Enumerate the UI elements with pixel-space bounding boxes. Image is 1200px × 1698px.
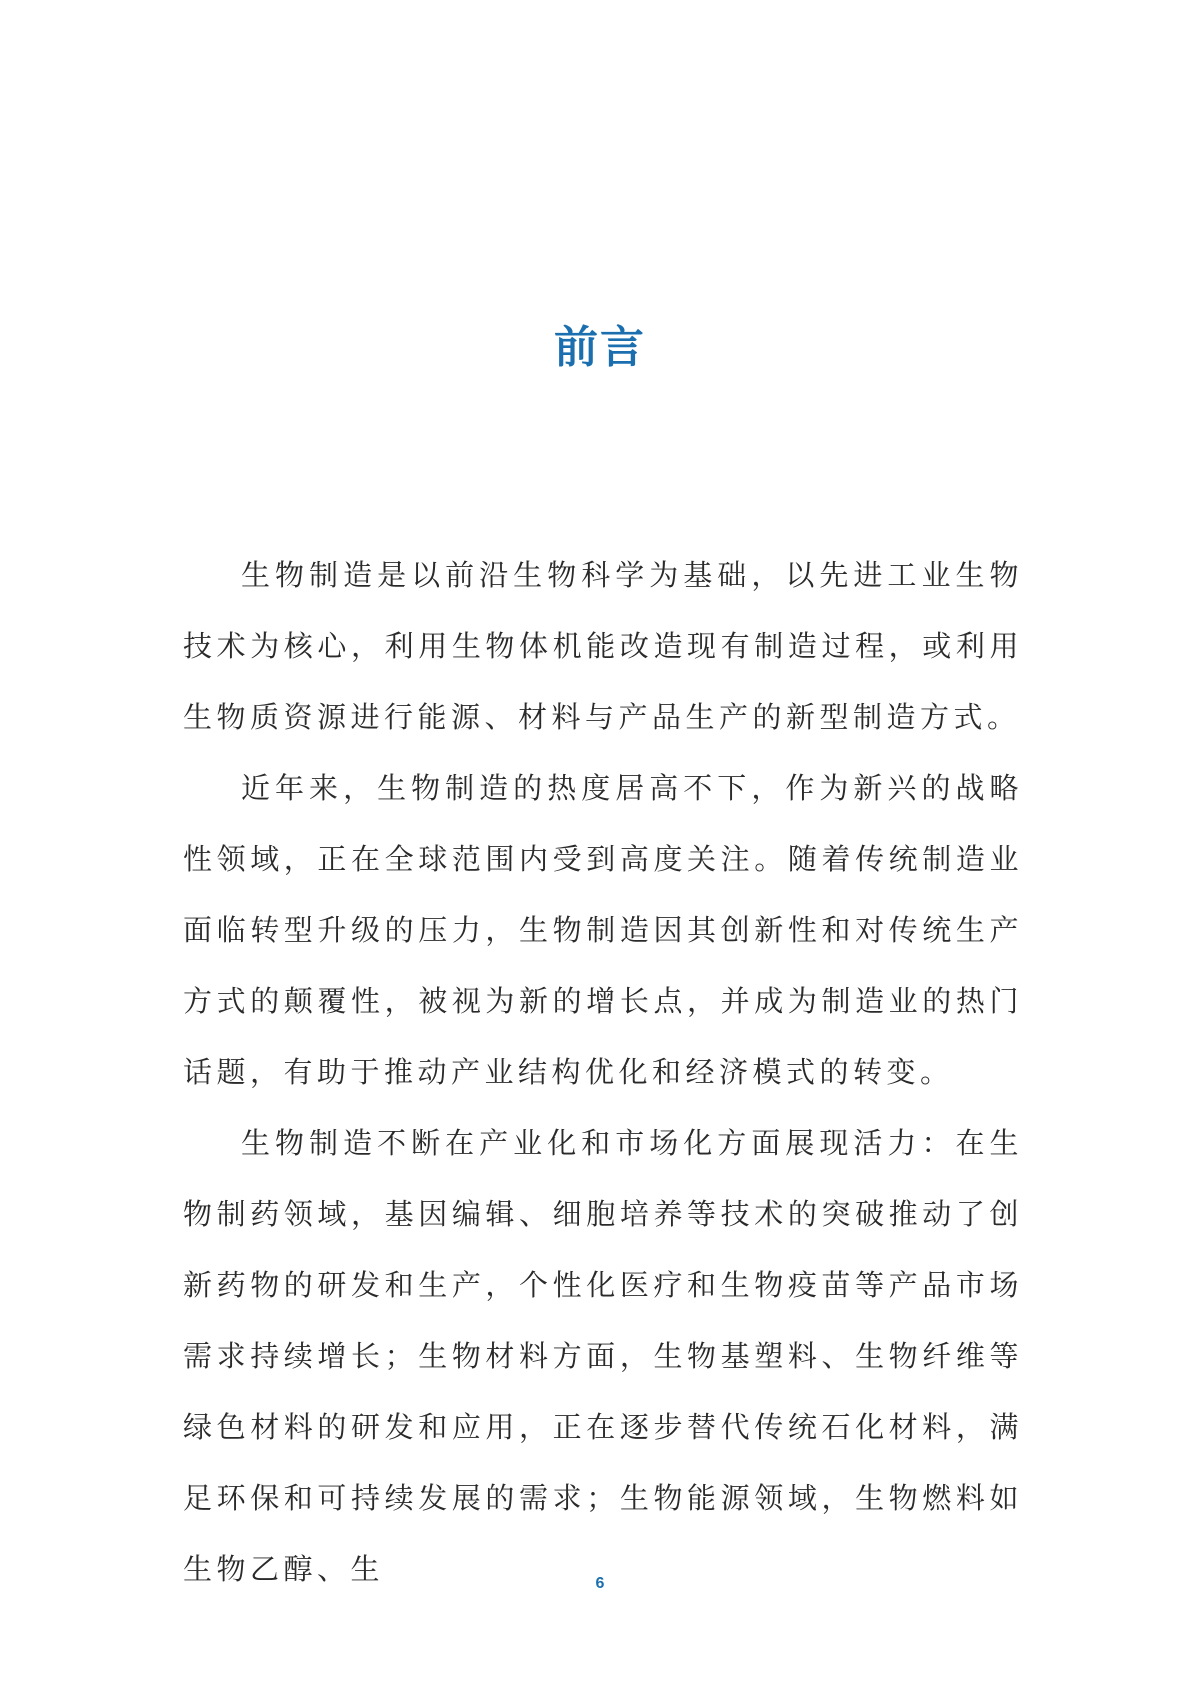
body-text bbox=[183, 540, 1023, 1605]
paragraph: 生物制造不断在产业化和市场化方面展现活力：在生物制药领域，基因编辑、细胞培养等技术的突破推动了创新药物的研发和生产，个性化医疗和生物疫苗等产品市场需求持续增长；生物材料方面，生物基塑料、生物纤维等绿色材料的研发和应用，正在逐步替代传统石化材料，满足环保和可持续发展的需求；生物能源领域，生物燃料如生物乙醇、生 bbox=[183, 1126, 1023, 1586]
page-number: 6 bbox=[595, 1575, 605, 1592]
paragraph: 生物制造是以前沿生物科学为基础，以先进工业生物技术为核心，利用生物体机能改造现有制造过程，或利用生物质资源进行能源、材料与产品生产的新型制造方式。 bbox=[183, 558, 1023, 734]
paragraph: 近年来，生物制造的热度居高不下，作为新兴的战略性领域，正在全球范围内受到高度关注。随着传统制造业面临转型升级的压力，生物制造因其创新性和对传统生产方式的颠覆性，被视为新的增长点，并成为制造业的热门话题，有助于推动产业结构优化和经济模式的转变。 bbox=[183, 771, 1023, 1089]
page-title: 前言 bbox=[554, 322, 646, 373]
